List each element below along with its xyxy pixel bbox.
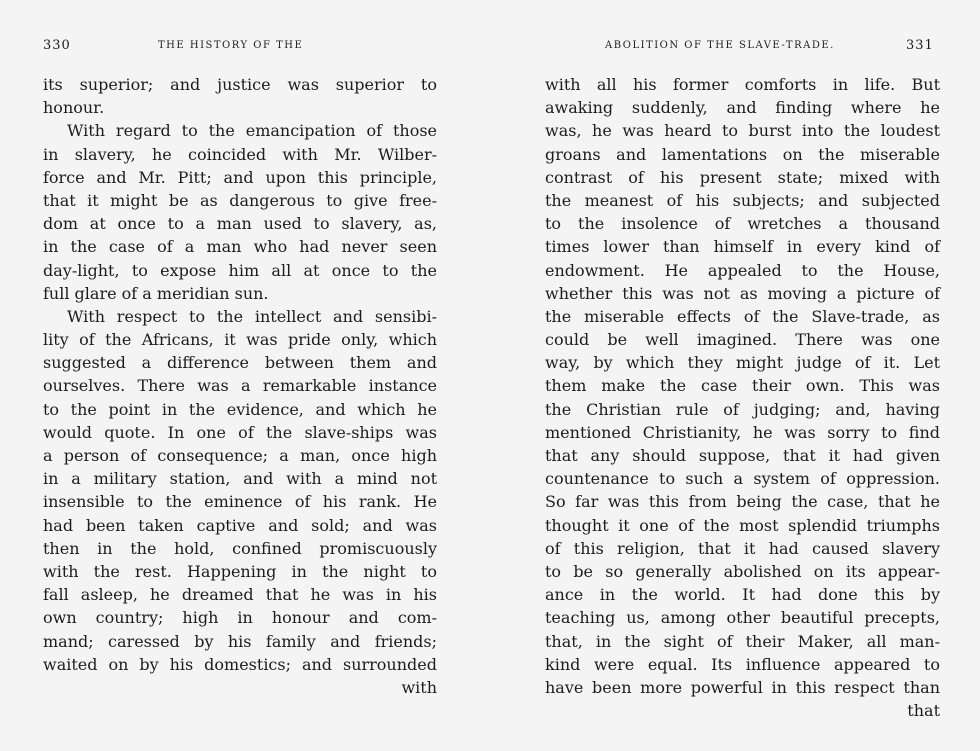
text-line: kind were equal. Its influence appeared to (545, 654, 940, 674)
text-line: them make the case their own. This was (545, 376, 940, 396)
page-number: 331 (906, 38, 934, 53)
text-line: in slavery, he coincided with Mr. Wilber- (43, 144, 437, 164)
text-line: way, by which they might judge of it. Let (545, 353, 940, 373)
page-number: 330 (43, 38, 71, 53)
text-line: that any should suppose, that it had given (545, 446, 940, 465)
text-line: full glare of a meridian sun. (43, 283, 269, 303)
text-line: honour. (43, 98, 105, 118)
text-line: mand; caressed by his family and friends; (43, 631, 437, 651)
text-block (545, 73, 940, 722)
text-line: groans and lamentations on the miserable (545, 144, 940, 164)
text-line: the Christian rule of judging; and, having (545, 399, 940, 419)
text-line: contrast of his present state; mixed with (545, 167, 940, 187)
text-line: of this religion, that it had caused slavery (545, 538, 940, 558)
text-block (43, 73, 437, 699)
text-line: dom at once to a man used to slavery, as, (43, 214, 437, 234)
text-line: in a military station, and with a mind not (43, 469, 437, 489)
text-line: then in the hold, confined promiscuously (43, 538, 437, 558)
text-line: times lower than himself in every kind of (545, 237, 940, 257)
text-line: would quote. In one of the slave-ships was (43, 422, 437, 442)
text-line: With respect to the intellect and sensibi- (67, 306, 437, 326)
text-line: in the case of a man who had never seen (43, 237, 437, 257)
text-line: could be well imagined. There was one (545, 330, 940, 350)
text-line: awaking suddenly, and finding where he (545, 98, 940, 118)
text-line: lity of the Africans, it was pride only, which (43, 330, 437, 350)
text-line: its superior; and justice was superior to (43, 75, 437, 94)
text-line: With regard to the emancipation of those (67, 121, 437, 141)
text-line: own country; high in honour and com- (43, 608, 437, 628)
text-line: was, he was heard to burst into the loudest (545, 121, 940, 141)
text-line: fall asleep, he dreamed that he was in his (43, 585, 437, 605)
text-line: teaching us, among other beautiful precepts, (545, 608, 940, 628)
text-line: insensible to the eminence of his rank. He (43, 492, 437, 512)
right-page (490, 0, 980, 751)
text-line: ourselves. There was a remarkable instance (43, 376, 437, 396)
text-line: that, in the sight of their Maker, all man- (545, 631, 940, 651)
text-line: the meanest of his subjects; and subjected (545, 190, 940, 210)
text-line: force and Mr. Pitt; and upon this principle, (43, 167, 437, 187)
text-line: with all his former comforts in life. But (545, 75, 940, 94)
text-line: So far was this from being the case, that he (545, 492, 940, 512)
text-line: to the point in the evidence, and which he (43, 399, 437, 419)
text-line: a person of consequence; a man, once high (43, 446, 437, 465)
running-head: ABOLITION OF THE SLAVE-TRADE. (605, 40, 835, 51)
text-line: day-light, to expose him all at once to the (43, 260, 437, 280)
text-line: had been taken captive and sold; and was (43, 515, 437, 535)
text-line: to be so generally abolished on its appear- (545, 561, 940, 581)
text-line: mentioned Christianity, he was sorry to find (545, 422, 940, 442)
text-line: whether this was not as moving a picture of (545, 283, 940, 303)
text-line: with (401, 677, 437, 697)
text-line: that (907, 701, 940, 721)
text-line: the miserable effects of the Slave-trade, as (545, 306, 940, 326)
running-head: THE HISTORY OF THE (158, 40, 304, 51)
text-line: ance in the world. It had done this by (545, 585, 940, 605)
text-line: countenance to such a system of oppression. (545, 469, 940, 489)
text-line: to the insolence of wretches a thousand (545, 214, 940, 234)
text-line: with the rest. Happening in the night to (43, 561, 437, 581)
text-line: have been more powerful in this respect than (545, 677, 940, 697)
text-line: endowment. He appealed to the House, (545, 260, 940, 280)
text-line: that it might be as dangerous to give free- (43, 190, 437, 210)
text-line: thought it one of the most splendid triumphs (545, 515, 940, 535)
text-line: waited on by his domestics; and surrounded (43, 654, 437, 674)
text-line: suggested a difference between them and (43, 353, 437, 373)
